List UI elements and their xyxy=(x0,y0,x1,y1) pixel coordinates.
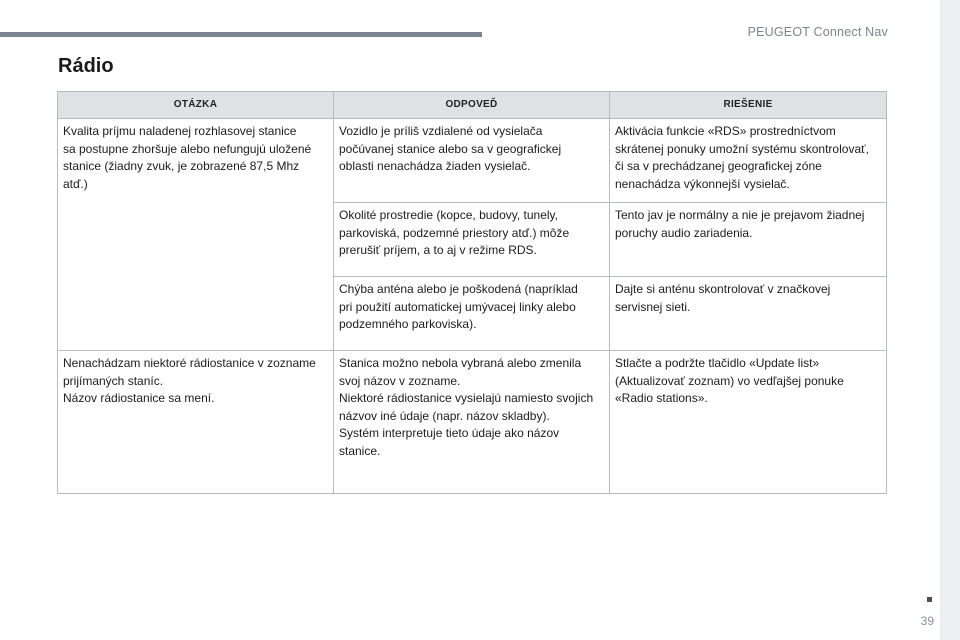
header-brand: PEUGEOT Connect Nav xyxy=(747,25,888,39)
question-text: Nenachádzam niektoré rádiostanice v zozname prijímaných staníc. Názov rádiostanice sa mení. xyxy=(63,356,316,405)
answer-text: Okolité prostredie (kopce, budovy, tunely, parkoviská, podzemné priestory atď.) môže prerušiť príjem, a to aj v režime RDS. xyxy=(339,208,570,257)
question-cell xyxy=(58,351,334,494)
page-marker-square xyxy=(927,597,932,602)
column-header-answer: ODPOVEĎ xyxy=(334,92,610,119)
answer-cell xyxy=(334,277,610,351)
page-edge-strip xyxy=(940,0,960,640)
answer-cell xyxy=(334,351,610,494)
solution-text: Stlačte a podržte tlačidlo «Update list» (Aktualizovať zoznam) vo vedľajšej ponuke «Radio stations». xyxy=(615,356,844,405)
header-rule xyxy=(0,32,482,37)
column-header-solution: RIEŠENIE xyxy=(610,92,887,119)
answer-cell xyxy=(334,203,610,277)
question-text: Kvalita príjmu naladenej rozhlasovej stanice sa postupne zhoršuje alebo nefungujú uložené stanice (žiadny zvuk, je zobrazené 87,5 Mhz atď.) xyxy=(63,124,312,191)
answer-text: Vozidlo je príliš vzdialené od vysielača počúvanej stanice alebo sa v geografickej oblasti nenachádza žiaden vysielač. xyxy=(339,124,562,173)
answer-text: Stanica možno nebola vybraná alebo zmenila svoj názov v zozname. Niektoré rádiostanice vysielajú namiesto svojich názvov iné údaje (napr. názov skladby). Systém interpretuje tieto údaje ako názov stanice. xyxy=(339,356,594,458)
solution-cell xyxy=(610,203,887,277)
table-row xyxy=(58,351,887,494)
page-number: 39 xyxy=(920,614,934,628)
answer-text: Chýba anténa alebo je poškodená (napríklad pri použití automatickej umývacej linky alebo podzemného parkoviska). xyxy=(339,282,578,331)
question-cell xyxy=(58,119,334,351)
solution-cell xyxy=(610,351,887,494)
solution-text: Tento jav je normálny a nie je prejavom žiadnej poruchy audio zariadenia. xyxy=(615,208,865,240)
column-header-question: OTÁZKA xyxy=(58,92,334,119)
answer-cell xyxy=(334,119,610,203)
solution-cell xyxy=(610,277,887,351)
solution-text: Dajte si anténu skontrolovať v značkovej servisnej sieti. xyxy=(615,282,831,314)
page-title: Rádio xyxy=(58,55,114,77)
solution-cell xyxy=(610,119,887,203)
solution-text: Aktivácia funkcie «RDS» prostredníctvom skrátenej ponuky umožní systému skontrolovať, či sa v prechádzanej geografickej zóne nenachádza výkonnejší vysielač. xyxy=(615,124,869,191)
faq-table xyxy=(57,91,887,494)
table-header-row xyxy=(58,92,887,119)
table-row xyxy=(58,119,887,203)
